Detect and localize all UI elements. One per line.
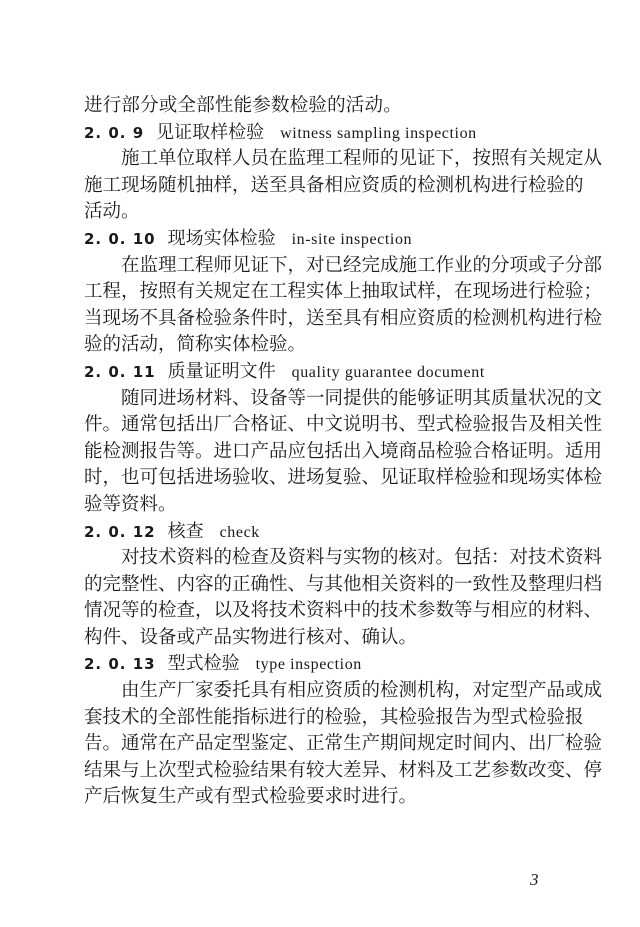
definition-line: 的完整性、内容的正确性、与其他相关资料的一致性及整理归档 [84, 573, 603, 595]
term-english: quality guarantee document [291, 363, 485, 381]
definition-line: 活动。 [84, 201, 140, 223]
definition-line: 对技术资料的检查及资料与实物的核对。包括：对技术资料 [121, 547, 603, 569]
term-heading [84, 651, 558, 678]
definition-line: 时，也可包括进场验收、进场复验、见证取样检验和现场实体检 [84, 467, 603, 489]
term-english: check [219, 523, 260, 541]
definition-line: 随同进场材料、设备等一同提供的能够证明其质量状况的文 [121, 387, 603, 409]
definition-line: 件。通常包括出厂合格证、中文说明书、型式检验报告及相关性 [84, 414, 603, 436]
definition-line: 验等资料。 [84, 493, 177, 515]
definition-line: 套技术的全部性能指标进行的检验，其检验报告为型式检验报 [84, 706, 584, 728]
definition-line: 工程，按照有关规定在工程实体上抽取试样，在现场进行检验； [84, 281, 603, 303]
term-heading [84, 226, 558, 253]
term-heading [84, 120, 558, 147]
term-section [84, 226, 603, 359]
definition-line: 情况等的检查，以及将技术资料中的技术参数等与相应的材料、 [84, 600, 603, 622]
clause-number: 2. 0. 9 [84, 123, 145, 142]
term-chinese: 见证取样检验 [156, 121, 265, 143]
definition-line: 结果与上次型式检验结果有较大差异、材料及工艺参数改变、停 [84, 759, 603, 781]
term-section [84, 519, 603, 652]
definition-line: 施工现场随机抽样，送至具备相应资质的检测机构进行检验的 [84, 174, 584, 196]
definition-line: 告。通常在产品定型鉴定、正常生产期间规定时间内、出厂检验 [84, 733, 603, 755]
term-english: witness sampling inspection [280, 124, 477, 142]
term-section [84, 651, 603, 811]
term-chinese: 型式检验 [167, 653, 240, 675]
intro-text: 进行部分或全部性能参数检验的活动。 [84, 95, 402, 116]
clause-number: 2. 0. 10 [84, 229, 156, 248]
term-heading [84, 519, 558, 546]
definition-line: 产后恢复生产或有型式检验要求时进行。 [84, 786, 418, 808]
clause-number: 2. 0. 11 [84, 362, 156, 381]
definition-line: 构件、设备或产品实物进行核对、确认。 [84, 626, 418, 648]
clause-number: 2. 0. 12 [84, 522, 156, 541]
definition-line: 验的活动，简称实体检验。 [84, 334, 307, 356]
definition-line: 由生产厂家委托具有相应资质的检测机构，对定型产品或成 [121, 680, 603, 702]
term-section [84, 120, 603, 226]
term-chinese: 核查 [167, 520, 204, 542]
definition-line: 施工单位取样人员在监理工程师的见证下，按照有关规定从 [121, 148, 603, 170]
term-chinese: 现场实体检验 [167, 227, 276, 249]
sections-container [84, 120, 603, 811]
definition-line: 当现场不具备检验条件时，送至具有相应资质的检测机构进行检 [84, 307, 603, 329]
term-chinese: 质量证明文件 [167, 360, 276, 382]
definition-line: 能检测报告等。进口产品应包括出入境商品检验合格证明。适用 [84, 440, 603, 462]
term-section [84, 359, 603, 519]
definition-line: 在监理工程师见证下，对已经完成施工作业的分项或子分部 [121, 254, 603, 276]
document-page [84, 93, 603, 811]
term-english: in-site inspection [291, 230, 413, 248]
term-heading [84, 359, 558, 386]
clause-number: 2. 0. 13 [84, 655, 156, 674]
term-english: type inspection [255, 656, 362, 674]
page-number: 3 [530, 870, 539, 889]
